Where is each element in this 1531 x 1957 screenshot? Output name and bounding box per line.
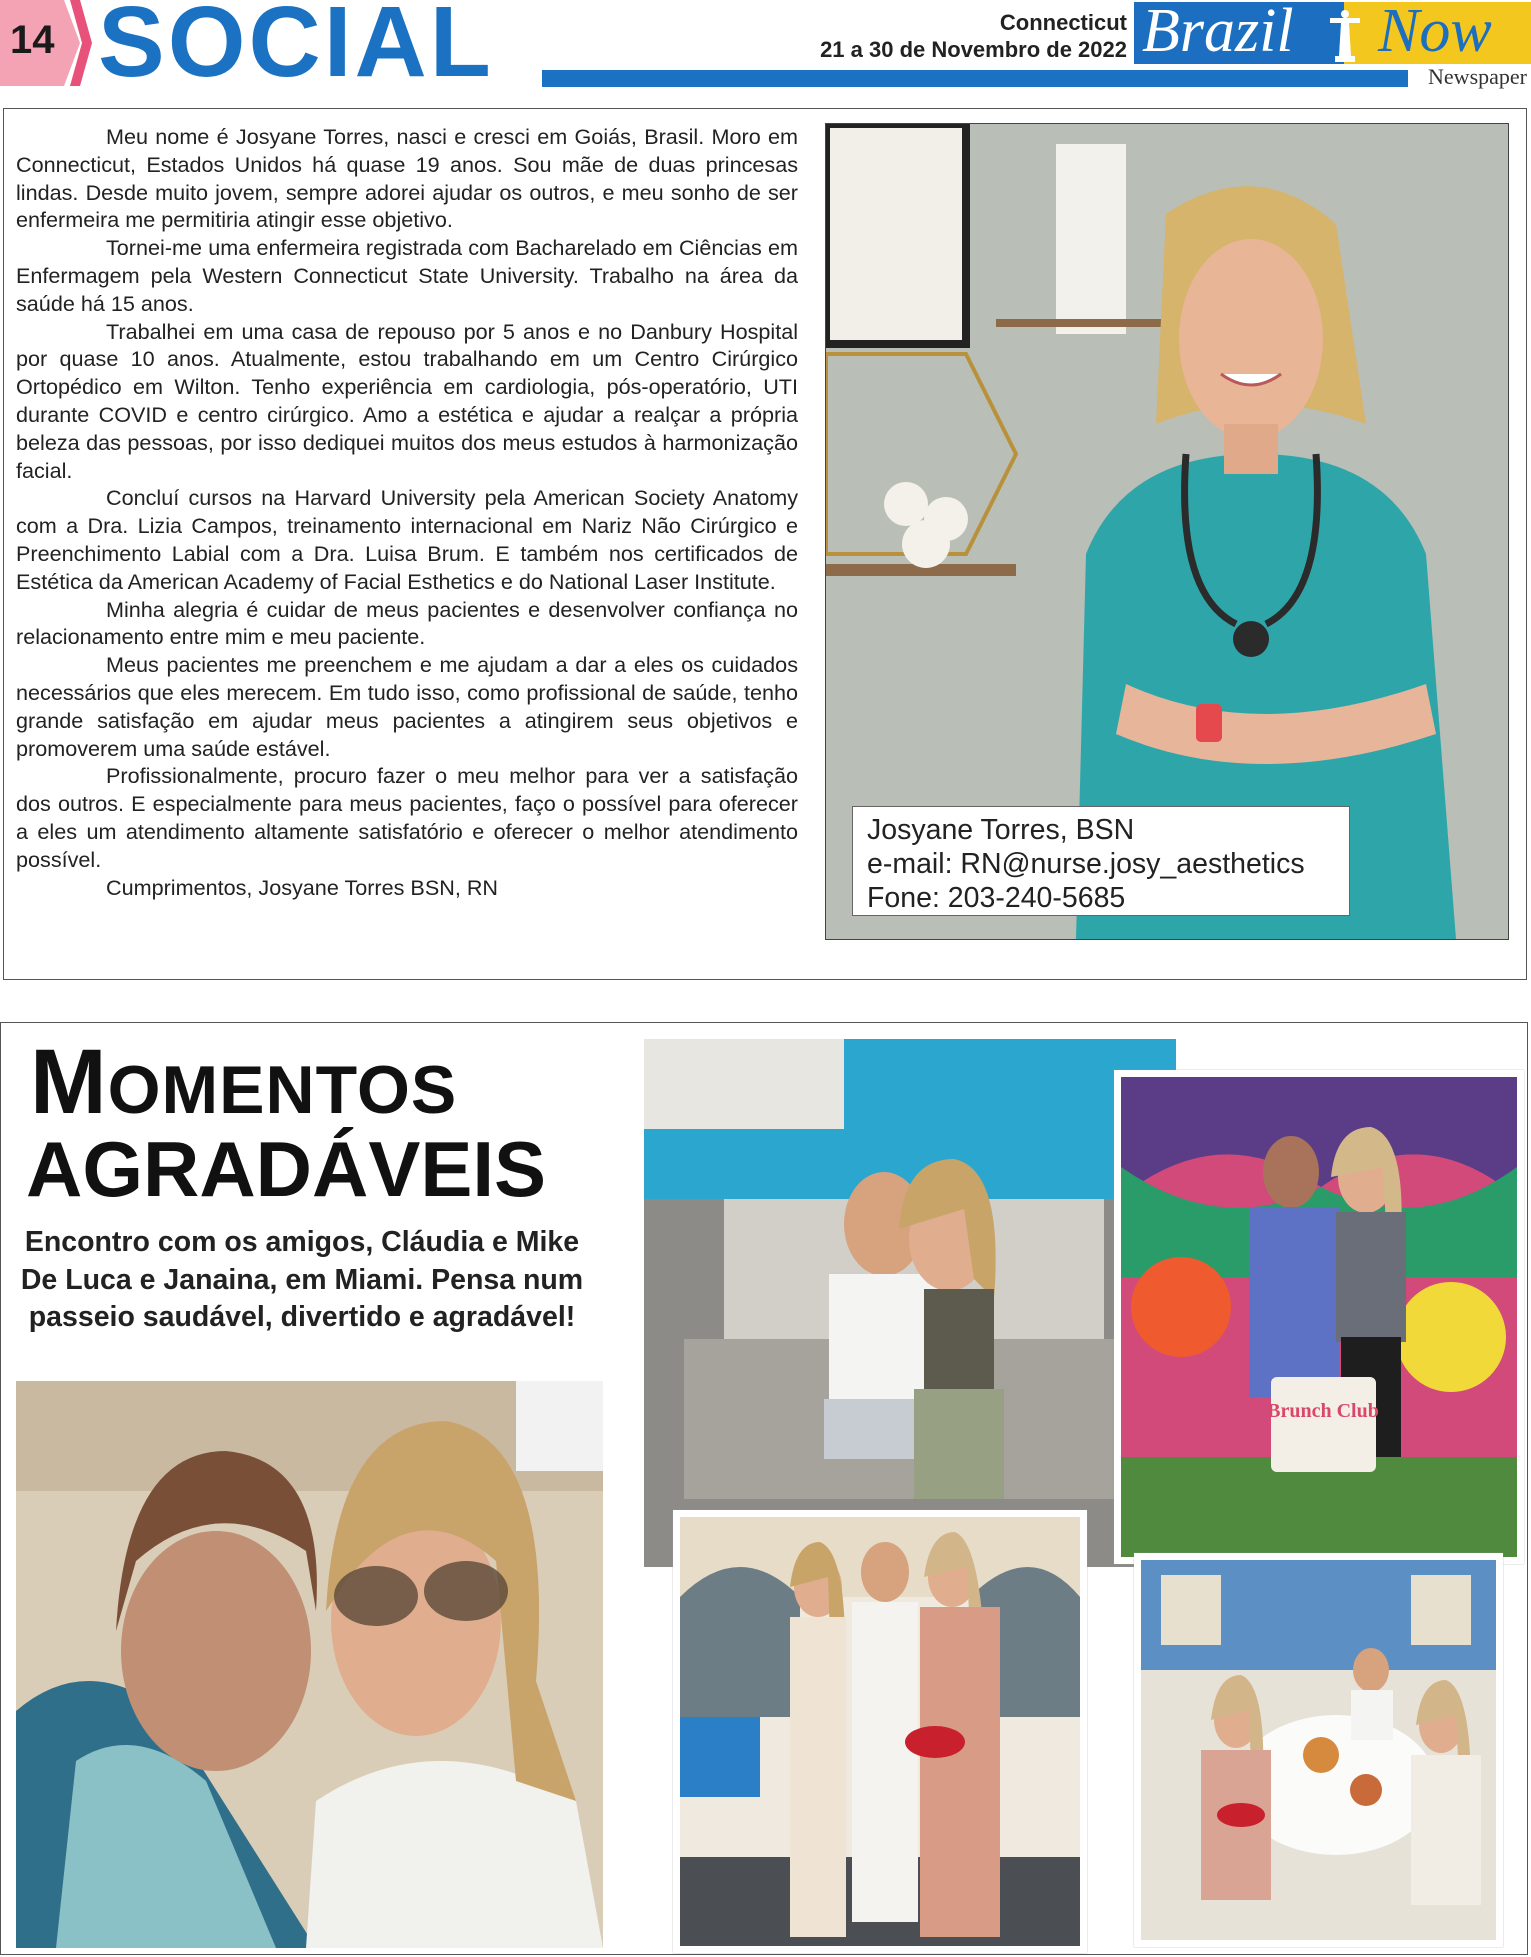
christ-statue-icon xyxy=(1330,8,1360,62)
header-rule xyxy=(542,70,1408,87)
article-paragraph: Tornei-me uma enfermeira registrada com Bacharelado em Ciências em Enfermagem pela Western Connecticut State University. Trabalho na área da saúde há 15 anos. xyxy=(16,235,798,316)
gallery-subtitle: Encontro com os amigos, Cláudia e Mike De Luca e Janaina, em Miami. Pensa num passeio saudável, divertido e agradável! xyxy=(20,1226,584,1333)
pool-couple-photo xyxy=(644,1039,1176,1567)
article-paragraph: Meus pacientes me preenchem e me ajudam a dar a eles os cuidados necessários que eles merecem. Em tudo isso, como profissional de saúde, tenho grande satisfação em ajudar meus pacientes a atingirem seus objetivos e promoverem uma saúde estável. xyxy=(16,652,798,761)
page-number-badge xyxy=(0,0,92,86)
article-paragraph: Profissionalmente, procuro fazer o meu melhor para ver a satisfação dos outros. E especialmente para meus pacientes, faço o possível para oferecer a eles um atendimento altamente satisfatório e oferecer o melhor atendimento possível. xyxy=(16,763,798,872)
logo-word-left: Brazil xyxy=(1142,0,1294,65)
logo-word-right: Now xyxy=(1378,0,1492,65)
article-paragraph: Minha alegria é cuidar de meus pacientes e desenvolver confiança no relacionamento entre mim e meu paciente. xyxy=(16,596,798,650)
article-paragraph: Meu nome é Josyane Torres, nasci e cresci em Goiás, Brasil. Moro em Connecticut, Estados Unidos há quase 19 anos. Sou mãe de duas princesas lindas. Desde muito jovem, sempre adorei ajudar os outros, e meu sonho de ser enfermeira me permitiria atingir esse objetivo. xyxy=(16,124,798,233)
graffiti-mural-photo xyxy=(1114,1070,1524,1564)
article-paragraph: Trabalhei em uma casa de repouso por 5 anos e no Danbury Hospital por quase 10 anos. Atualmente, estou trabalhando em um Centro Cirúrgico Ortopédico em Wilton. Tenho experiência em cardiologia, pós-operatório, UTI durante COVID e centro cirúrgico. Amo a estética e ajudar a realçar a própria beleza das pessoas, por isso dediquei muitos dos meus estudos à harmonização facial. xyxy=(16,318,798,483)
bag-brunch-label: Brunch Club xyxy=(1267,1400,1379,1422)
header-date: 21 a 30 de Novembro de 2022 xyxy=(820,37,1127,62)
gallery-title-line1 xyxy=(30,1031,458,1133)
gallery-title-word: MOMENTOS xyxy=(30,1031,458,1133)
header-region: Connecticut xyxy=(999,10,1127,35)
caption-name: Josyane Torres, BSN xyxy=(867,814,1135,846)
gallery-title-line2: AGRADÁVEIS xyxy=(26,1125,547,1213)
brazil-now-logo xyxy=(1134,2,1531,64)
beach-friends-photo xyxy=(16,1381,603,1948)
article-paragraph: Concluí cursos na Harvard University pela American Society Anatomy com a Dra. Lizia Campos, treinamento internacional em Nariz Não Cirúrgico e Preenchimento Labial com a Dra. Luisa Brum. E também nos certificados de Estética da American Academy of Facial Esthetics e do National Laser Institute. xyxy=(16,485,798,594)
contact-caption xyxy=(852,806,1350,916)
villa-trio-photo xyxy=(673,1510,1087,1953)
page-number: 14 xyxy=(10,18,55,62)
section-title: SOCIAL xyxy=(98,0,494,98)
article-body xyxy=(16,123,798,901)
restaurant-dining-photo xyxy=(1134,1553,1503,1947)
caption-phone: Fone: 203-240-5685 xyxy=(867,882,1126,914)
caption-email: e-mail: RN@nurse.josy_aesthetics xyxy=(867,848,1305,880)
article-signature: Cumprimentos, Josyane Torres BSN, RN xyxy=(106,874,499,900)
logo-subtitle: Newspaper xyxy=(1428,64,1527,89)
